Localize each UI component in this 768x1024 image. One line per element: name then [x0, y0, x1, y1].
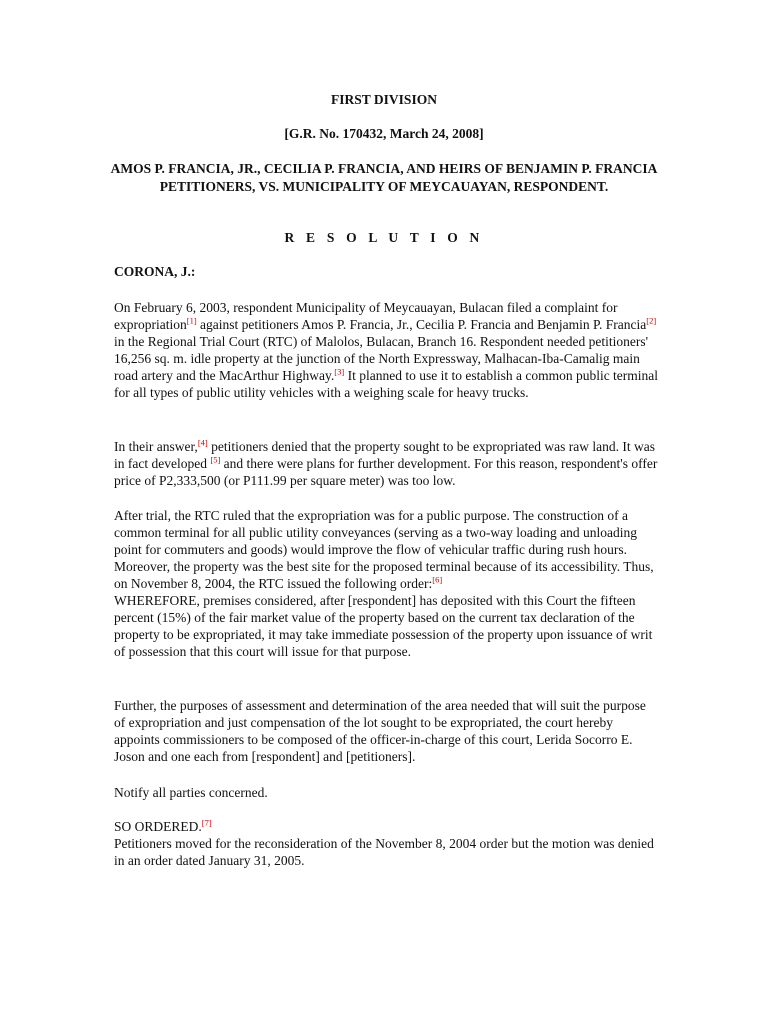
footnote-link-7[interactable]: [ $^7$ ]: [202, 818, 212, 828]
paragraph-2-text-a: In their answer,: [114, 439, 198, 454]
footnote-link-3[interactable]: [ $^3$ ]: [334, 367, 344, 377]
paragraph-1-text-d: It planned to use it to establish a common public terminal for all types of public utility vehicles with a weighing scale for heavy trucks.: [114, 368, 659, 400]
paragraph-1-text-c: in the Regional Trial Court (RTC) of Malolos, Bulacan, Branch 16. Respondent needed petitioners' 16,256 sq. m. idle property at the junction of the North Expressway, Malhacan-Iba-Camalig main road artery and the MacArthur Highway.: [114, 334, 649, 383]
paragraph-6: [114, 818, 659, 869]
quoted-order-notify: Notify all parties concerned.: [114, 785, 268, 800]
so-ordered-text: SO ORDERED.: [114, 819, 202, 834]
case-parties: AMOS P. FRANCIA, JR., CECILIA P. FRANCIA, AND HEIRS OF BENJAMIN P. FRANCIA PETITIONERS, VS. MUNICIPALITY OF MEYCAUAYAN, RESPONDENT.: [110, 161, 658, 194]
paragraph-4: [114, 697, 659, 765]
division-heading: FIRST DIVISION: [331, 92, 437, 107]
case-number: [G.R. No. 170432, March 24, 2008]: [284, 126, 484, 141]
paragraph-6-text-b: Petitioners moved for the reconsideration of the November 8, 2004 order but the motion was denied in an order dated January 31, 2005.: [114, 836, 654, 868]
paragraph-5: [114, 784, 659, 801]
footnote-link-5[interactable]: [ $^5$ ]: [210, 455, 220, 465]
paragraph-1: [114, 299, 659, 401]
quoted-order-wherefore: WHEREFORE, premises considered, after [respondent] has deposited with this Court the fifteen percent (15%) of the fair market value of the property based on the current tax declaration of the property to be expropriated, it may take immediate possession of the property upon issuance of writ of possession that this court will issue for that purpose.: [114, 593, 653, 659]
paragraph-1-text-b: against petitioners Amos P. Francia, Jr., Cecilia P. Francia and Benjamin P. Francia: [196, 317, 647, 332]
paragraph-1-text-a: On February 6, 2003, respondent Municipality of Meycauayan, Bulacan filed a complaint for expropriation: [114, 300, 618, 332]
footnote-link-4[interactable]: [ $^4$ ]: [198, 438, 208, 448]
footnote-link-1[interactable]: [ $^1$ ]: [187, 316, 197, 326]
paragraph-2-text-b: petitioners denied that the property sought to be expropriated was raw land. It was in fact developed: [114, 439, 655, 471]
paragraph-3-text-a: After trial, the RTC ruled that the expropriation was for a public purpose. The construction of a common terminal for all public utility conveyances (serving as a two-way loading and unloading point for commuters and goods) would improve the flow of vehicular traffic during rush hours. Moreover, the property was the best site for the proposed terminal because of its accessibility. Thus, on November 8, 2004, the RTC issued the following order:: [114, 508, 654, 591]
ponente: CORONA, J.:: [114, 264, 196, 279]
footnote-link-6[interactable]: [ $^6$ ]: [432, 575, 442, 585]
quoted-order-commissioners: Further, the purposes of assessment and determination of the area needed that will suit the purpose of expropriation and just compensation of the lot sought to be expropriated, the court hereby appoints commissioners to be composed of the officer-in-charge of this court, Lerida Socorro E. Joson and one each from [respondent] and [petitioners].: [114, 698, 646, 764]
footnote-link-2[interactable]: [ $^2$ ]: [646, 316, 656, 326]
paragraph-2-text-c: and there were plans for further development. For this reason, respondent's offer price of P2,333,500 (or P111.99 per square meter) was too low.: [114, 456, 658, 488]
paragraph-3: [114, 507, 659, 660]
paragraph-2: [114, 438, 659, 489]
resolution-heading: R E S O L U T I O N: [284, 230, 484, 245]
